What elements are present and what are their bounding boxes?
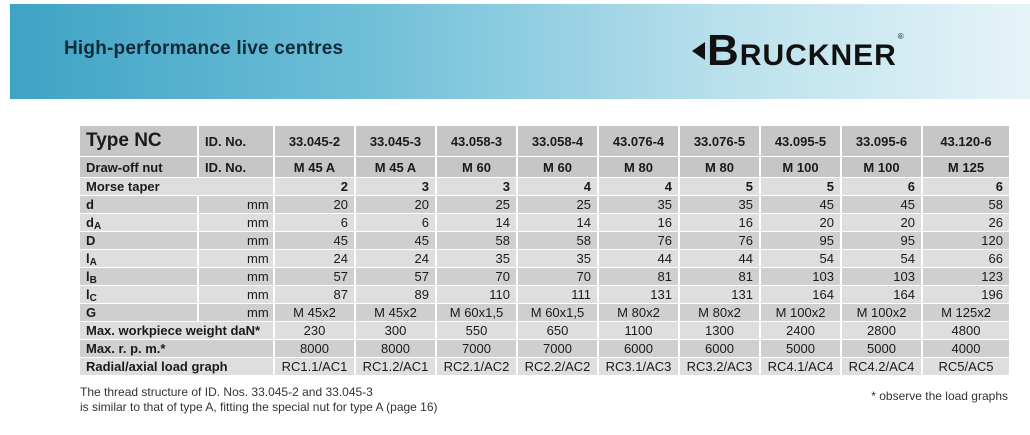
footnote: [80, 385, 438, 415]
bruckner-logo: [692, 26, 904, 76]
value-cell: 650: [517, 322, 598, 340]
value-cell: 20: [841, 214, 922, 232]
value-cell: 4: [517, 178, 598, 196]
value-cell: 5000: [841, 340, 922, 358]
row-label: Morse taper: [80, 178, 274, 196]
value-cell: 24: [274, 250, 355, 268]
row-symbol-subscript: C: [89, 293, 97, 304]
value-cell: M 45x2: [274, 304, 355, 322]
value-cell: 81: [598, 268, 679, 286]
value-cell: RC3.2/AC3: [679, 358, 760, 376]
value-cell: 95: [760, 232, 841, 250]
table-row: [80, 304, 1010, 322]
table-row: [80, 268, 1010, 286]
value-cell: 35: [679, 196, 760, 214]
value-cell: 20: [760, 214, 841, 232]
value-cell: 20: [355, 196, 436, 214]
value-cell: 44: [598, 250, 679, 268]
value-cell: 111: [517, 286, 598, 304]
value-cell: RC3.1/AC3: [598, 358, 679, 376]
value-cell: 6000: [598, 340, 679, 358]
value-cell: M 45x2: [355, 304, 436, 322]
value-cell: 58: [922, 196, 1010, 214]
value-cell: 76: [679, 232, 760, 250]
logo-arrow-icon: [692, 42, 705, 60]
value-cell: M 60x1,5: [436, 304, 517, 322]
logo-wordmark: BRUCKNER: [707, 26, 897, 75]
value-cell: 57: [355, 268, 436, 286]
value-cell: RC5/AC5: [922, 358, 1010, 376]
value-cell: 4800: [922, 322, 1010, 340]
row-label: [80, 286, 198, 304]
value-cell: RC2.2/AC2: [517, 358, 598, 376]
id-cell: 33.095-6: [841, 126, 922, 157]
value-cell: 550: [436, 322, 517, 340]
table-row: [80, 178, 1010, 196]
row-symbol: D: [86, 233, 96, 248]
value-cell: 164: [760, 286, 841, 304]
value-cell: 25: [517, 196, 598, 214]
id-label: ID. No.: [198, 126, 274, 157]
row-symbol: d: [86, 215, 94, 230]
value-cell: RC4.1/AC4: [760, 358, 841, 376]
value-cell: 6: [274, 214, 355, 232]
value-cell: 131: [679, 286, 760, 304]
spec-table: [80, 126, 1011, 376]
value-cell: 45: [841, 196, 922, 214]
value-cell: 3: [436, 178, 517, 196]
value-cell: 57: [274, 268, 355, 286]
row-unit: mm: [198, 250, 274, 268]
value-cell: M 100x2: [841, 304, 922, 322]
draw-cell: M 60: [436, 157, 517, 178]
value-cell: 5: [679, 178, 760, 196]
table-row: [80, 322, 1010, 340]
value-cell: 81: [679, 268, 760, 286]
value-cell: 4: [598, 178, 679, 196]
row-label: [80, 214, 198, 232]
id-cell: 43.095-5: [760, 126, 841, 157]
value-cell: M 60x1,5: [517, 304, 598, 322]
id-cell: 43.120-6: [922, 126, 1010, 157]
value-cell: 45: [274, 232, 355, 250]
row-unit: mm: [198, 232, 274, 250]
row-unit: mm: [198, 196, 274, 214]
value-cell: 89: [355, 286, 436, 304]
value-cell: 131: [598, 286, 679, 304]
value-cell: 44: [679, 250, 760, 268]
value-cell: 16: [679, 214, 760, 232]
value-cell: 70: [517, 268, 598, 286]
registered-mark: ®: [897, 32, 904, 41]
id-cell: 33.045-3: [355, 126, 436, 157]
row-unit: mm: [198, 304, 274, 322]
row-symbol-subscript: A: [89, 257, 97, 268]
draw-cell: M 80: [598, 157, 679, 178]
value-cell: 35: [517, 250, 598, 268]
value-cell: RC2.1/AC2: [436, 358, 517, 376]
value-cell: 58: [517, 232, 598, 250]
value-cell: 16: [598, 214, 679, 232]
value-cell: M 100x2: [760, 304, 841, 322]
row-symbol: l: [86, 287, 90, 302]
value-cell: 120: [922, 232, 1010, 250]
value-cell: 196: [922, 286, 1010, 304]
value-cell: 87: [274, 286, 355, 304]
row-label: [80, 304, 198, 322]
row-symbol: l: [86, 251, 90, 266]
value-cell: 110: [436, 286, 517, 304]
value-cell: 45: [355, 232, 436, 250]
header-row-type: [80, 126, 1010, 157]
draw-cell: M 45 A: [355, 157, 436, 178]
draw-cell: M 100: [841, 157, 922, 178]
value-cell: 8000: [355, 340, 436, 358]
value-cell: 20: [274, 196, 355, 214]
draw-cell: M 80: [679, 157, 760, 178]
header-row-draw-off-nut: [80, 157, 1010, 178]
value-cell: 26: [922, 214, 1010, 232]
value-cell: 54: [841, 250, 922, 268]
table-row: [80, 232, 1010, 250]
value-cell: 58: [436, 232, 517, 250]
value-cell: 14: [517, 214, 598, 232]
value-cell: RC4.2/AC4: [841, 358, 922, 376]
id-cell: 33.045-2: [274, 126, 355, 157]
value-cell: 2400: [760, 322, 841, 340]
value-cell: 54: [760, 250, 841, 268]
value-cell: 6: [355, 214, 436, 232]
value-cell: 6000: [679, 340, 760, 358]
value-cell: 7000: [436, 340, 517, 358]
value-cell: 6: [922, 178, 1010, 196]
value-cell: 5: [760, 178, 841, 196]
draw-cell: M 125: [922, 157, 1010, 178]
value-cell: 103: [841, 268, 922, 286]
id-cell: 33.058-4: [517, 126, 598, 157]
draw-cell: M 45 A: [274, 157, 355, 178]
row-symbol: l: [86, 269, 90, 284]
value-cell: 123: [922, 268, 1010, 286]
value-cell: 164: [841, 286, 922, 304]
row-symbol-subscript: A: [93, 221, 102, 232]
row-label: [80, 196, 198, 214]
page-title: High-performance live centres: [64, 38, 344, 59]
table-row: [80, 214, 1010, 232]
footnote-line-2: is similar to that of type A, fitting the special nut for type A (page 16): [80, 400, 438, 414]
row-label: [80, 232, 198, 250]
row-label: Max. workpiece weight daN*: [80, 322, 274, 340]
id-cell: 43.076-4: [598, 126, 679, 157]
row-symbol-subscript: B: [89, 275, 97, 286]
value-cell: 14: [436, 214, 517, 232]
value-cell: M 80x2: [679, 304, 760, 322]
spec-table-body: [80, 126, 1010, 376]
row-label: [80, 268, 198, 286]
row-unit: mm: [198, 286, 274, 304]
footnote-line-1: The thread structure of ID. Nos. 33.045-2 and 33.045-3: [80, 385, 373, 399]
value-cell: 25: [436, 196, 517, 214]
table-row: [80, 196, 1010, 214]
table-row: [80, 358, 1010, 376]
value-cell: 70: [436, 268, 517, 286]
row-unit: mm: [198, 268, 274, 286]
value-cell: M 125x2: [922, 304, 1010, 322]
draw-cell: M 100: [760, 157, 841, 178]
draw-id-label: ID. No.: [198, 157, 274, 178]
row-unit: mm: [198, 214, 274, 232]
value-cell: 4000: [922, 340, 1010, 358]
id-cell: 43.058-3: [436, 126, 517, 157]
draw-cell: M 60: [517, 157, 598, 178]
value-cell: M 80x2: [598, 304, 679, 322]
value-cell: 6: [841, 178, 922, 196]
draw-off-nut-label: Draw-off nut: [80, 157, 198, 178]
value-cell: 1300: [679, 322, 760, 340]
value-cell: 45: [760, 196, 841, 214]
value-cell: 300: [355, 322, 436, 340]
value-cell: 230: [274, 322, 355, 340]
value-cell: RC1.2/AC1: [355, 358, 436, 376]
id-cell: 33.076-5: [679, 126, 760, 157]
value-cell: 7000: [517, 340, 598, 358]
value-cell: 24: [355, 250, 436, 268]
value-cell: 5000: [760, 340, 841, 358]
value-cell: 2800: [841, 322, 922, 340]
type-label: Type NC: [80, 126, 198, 157]
value-cell: 35: [598, 196, 679, 214]
value-cell: 103: [760, 268, 841, 286]
row-symbol: d: [86, 197, 94, 212]
table-row: [80, 250, 1010, 268]
value-cell: 8000: [274, 340, 355, 358]
value-cell: 66: [922, 250, 1010, 268]
load-graph-note: * observe the load graphs: [871, 389, 1008, 403]
value-cell: 95: [841, 232, 922, 250]
table-row: [80, 286, 1010, 304]
value-cell: 3: [355, 178, 436, 196]
row-label: [80, 250, 198, 268]
value-cell: 1100: [598, 322, 679, 340]
value-cell: RC1.1/AC1: [274, 358, 355, 376]
value-cell: 2: [274, 178, 355, 196]
value-cell: 35: [436, 250, 517, 268]
row-label: Max. r. p. m.*: [80, 340, 274, 358]
row-label: Radial/axial load graph: [80, 358, 274, 376]
value-cell: 76: [598, 232, 679, 250]
table-row: [80, 340, 1010, 358]
row-symbol: G: [86, 305, 97, 320]
